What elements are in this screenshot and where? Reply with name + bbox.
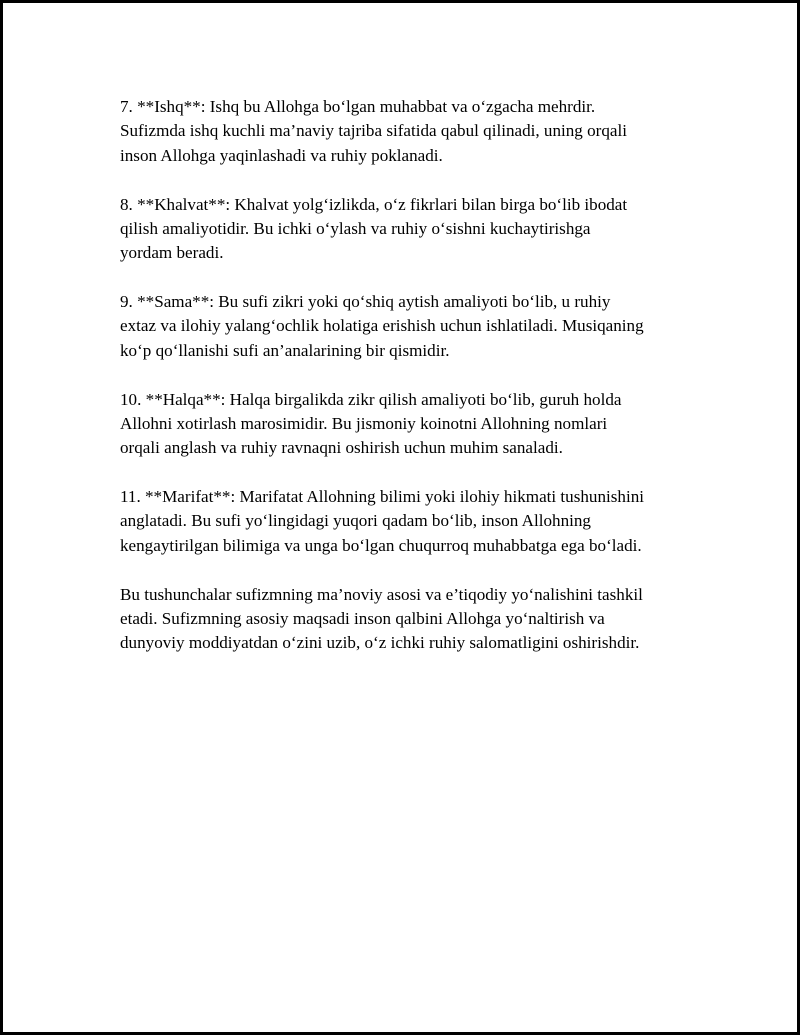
text-line: 10. **Halqa**: Halqa birgalikda zikr qilish amaliyoti bo‘lib, guruh holda <box>120 389 622 409</box>
text-line: 11. **Marifat**: Marifatat Allohning bilimi yoki ilohiy hikmati tushunishini <box>120 487 645 507</box>
text-line: Allohni xotirlash marosimidir. Bu jismoniy koinotni Allohning nomlari <box>120 413 608 433</box>
paragraph-conclusion <box>120 583 700 656</box>
paragraph-khalvat <box>120 193 700 266</box>
text-line: anglatadi. Bu sufi yo‘lingidagi yuqori qadam bo‘lib, inson Allohning <box>120 511 591 531</box>
text-line: dunyoviy moddiyatdan o‘zini uzib, o‘z ichki ruhiy salomatligini oshirishdir. <box>120 633 640 653</box>
text-line: 9. **Sama**: Bu sufi zikri yoki qo‘shiq aytish amaliyoti bo‘lib, u ruhiy <box>120 292 611 312</box>
text-line: yordam beradi. <box>120 243 224 263</box>
text-line: etadi. Sufizmning asosiy maqsadi inson qalbini Allohga yo‘naltirish va <box>120 608 605 628</box>
text-line: ko‘p qo‘llanishi sufi an’analarining bir qismidir. <box>120 340 450 360</box>
text-line: Bu tushunchalar sufizmning ma’noviy asosi va e’tiqodiy yo‘nalishini tashkil <box>120 584 643 604</box>
paragraph-ishq <box>120 95 700 168</box>
text-line: inson Allohga yaqinlashadi va ruhiy poklanadi. <box>120 145 443 165</box>
text-line: orqali anglash va ruhiy ravnaqni oshirish uchun muhim sanaladi. <box>120 438 563 458</box>
text-line: 7. **Ishq**: Ishq bu Allohga bo‘lgan muhabbat va o‘zgacha mehrdir. <box>120 97 596 116</box>
paragraph-marifat <box>120 485 700 558</box>
paragraph-sama <box>120 290 700 363</box>
document-body <box>120 95 700 680</box>
text-line: kengaytirilgan bilimiga va unga bo‘lgan chuqurroq muhabbatga ega bo‘ladi. <box>120 535 642 555</box>
text-line: 8. **Khalvat**: Khalvat yolg‘izlikda, o‘z fikrlari bilan birga bo‘lib ibodat <box>120 194 628 214</box>
text-line: Sufizmda ishq kuchli ma’naviy tajriba sifatida qabul qilinadi, uning orqali <box>120 121 628 141</box>
text-line: extaz va ilohiy yalang‘ochlik holatiga erishish uchun ishlatiladi. Musiqaning <box>120 316 644 336</box>
text-line: qilish amaliyotidir. Bu ichki o‘ylash va ruhiy o‘sishni kuchaytirishga <box>120 218 591 238</box>
paragraph-halqa <box>120 388 700 461</box>
